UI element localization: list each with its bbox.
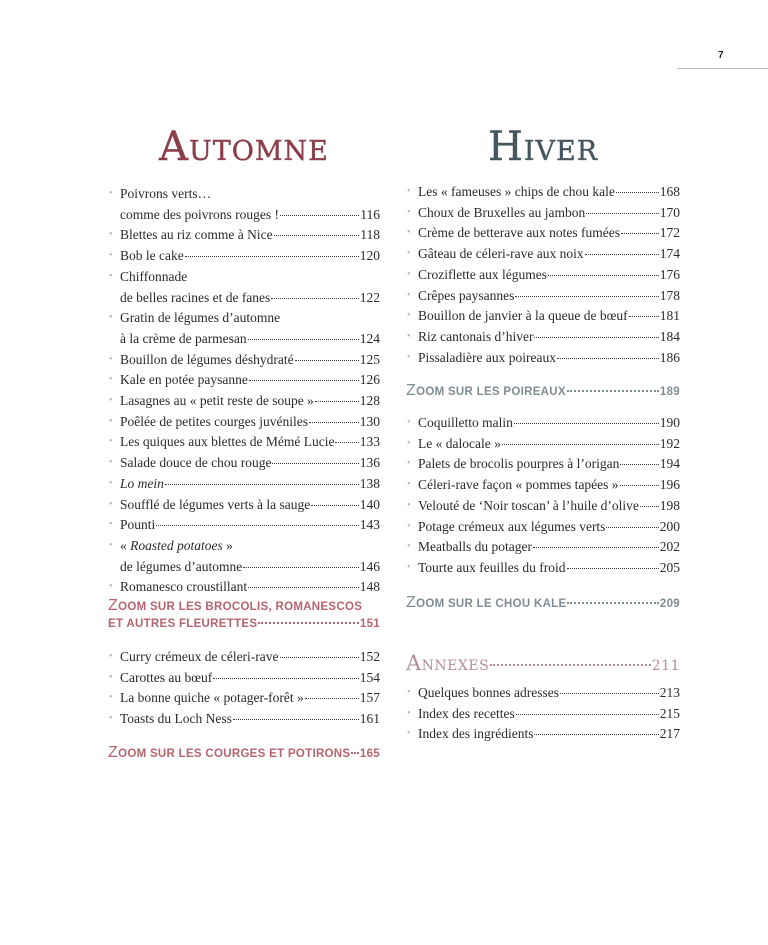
toc-entry[interactable]: • Carottes au bœuf 154 — [108, 668, 380, 689]
toc-entry[interactable]: • Bouillon de légumes déshydraté 125 — [108, 350, 380, 371]
toc-entry[interactable]: • Gâteau de céleri-rave aux noix 174 — [406, 244, 680, 265]
toc-entry[interactable]: • Bob le cake 120 — [108, 246, 380, 267]
zoom-brocolis-heading[interactable]: ZOOM SUR LES BROCOLIS, ROMANESCOS ET AUTRES FLEURETTES 151 — [108, 597, 380, 630]
toc-entry[interactable]: • Potage crémeux aux légumes verts 200 — [406, 517, 680, 538]
toc-entry[interactable]: • Index des recettes 215 — [406, 704, 680, 725]
winter-recipe-list — [406, 182, 680, 368]
toc-entry[interactable]: • Céleri-rave façon « pommes tapées » 196 — [406, 475, 680, 496]
toc-entry[interactable]: • Blettes au riz comme à Nice 118 — [108, 225, 380, 246]
toc-entry[interactable]: • Salade douce de chou rouge 136 — [108, 453, 380, 474]
autumn-recipe-list-2 — [108, 647, 380, 730]
toc-entry[interactable]: • Riz cantonais d’hiver 184 — [406, 327, 680, 348]
toc-entry[interactable]: • Palets de brocolis pourpres à l’origan 194 — [406, 454, 680, 475]
toc-entry[interactable]: • Romanesco croustillant 148 — [108, 577, 380, 598]
autumn-recipe-list — [108, 184, 380, 598]
toc-entry[interactable]: • Les quiques aux blettes de Mémé Lucie 133 — [108, 432, 380, 453]
toc-entry[interactable]: • Pissaladière aux poireaux 186 — [406, 348, 680, 369]
toc-entry[interactable]: • Le « dalocale » 192 — [406, 434, 680, 455]
toc-entry[interactable]: • Coquilletto malin 190 — [406, 413, 680, 434]
toc-entry[interactable]: • Velouté de ‘Noir toscan’ à l’huile d’olive 198 — [406, 496, 680, 517]
toc-entry[interactable]: • Kale en potée paysanne 126 — [108, 370, 380, 391]
zoom-chou-kale-heading[interactable]: ZOOM SUR LE CHOU KALE 209 — [406, 594, 680, 611]
toc-entry[interactable]: • La bonne quiche « potager-forêt » 157 — [108, 688, 380, 709]
winter-recipe-list-2 — [406, 413, 680, 579]
toc-entry[interactable]: • Index des ingrédients 217 — [406, 724, 680, 745]
toc-entry[interactable]: • « Roasted potatoes » de légumes d’automne 146 — [108, 536, 380, 577]
toc-entry[interactable]: • Lo mein 138 — [108, 474, 380, 495]
toc-entry[interactable]: • Curry crémeux de céleri-rave 152 — [108, 647, 380, 668]
toc-entry[interactable]: • Crème de betterave aux notes fumées 172 — [406, 223, 680, 244]
toc-entry[interactable]: • Pounti 143 — [108, 515, 380, 536]
toc-entry[interactable]: • Lasagnes au « petit reste de soupe » 128 — [108, 391, 380, 412]
toc-entry[interactable]: • Choux de Bruxelles au jambon 170 — [406, 203, 680, 224]
header-rule — [677, 68, 768, 69]
annexes-list — [406, 683, 680, 745]
page-number: 7 — [718, 50, 724, 61]
toc-entry[interactable]: • Soufflé de légumes verts à la sauge 140 — [108, 495, 380, 516]
winter-title: HIVER — [487, 124, 599, 170]
zoom-poireaux-heading[interactable]: ZOOM SUR LES POIREAUX 189 — [406, 382, 680, 399]
toc-entry[interactable]: • Meatballs du potager 202 — [406, 537, 680, 558]
toc-entry[interactable]: • Les « fameuses » chips de chou kale 168 — [406, 182, 680, 203]
toc-entry[interactable]: • Quelques bonnes adresses 213 — [406, 683, 680, 704]
toc-entry[interactable]: • Toasts du Loch Ness 161 — [108, 709, 380, 730]
annexes-heading[interactable]: ANNEXES 211 — [406, 651, 680, 675]
toc-entry[interactable]: • Crêpes paysannes 178 — [406, 286, 680, 307]
toc-entry[interactable]: • Poêlée de petites courges juvéniles 130 — [108, 412, 380, 433]
zoom-courges-heading[interactable]: ZOOM SUR LES COURGES ET POTIRONS 165 — [108, 744, 380, 761]
toc-entry[interactable]: • Tourte aux feuilles du froid 205 — [406, 558, 680, 579]
toc-entry[interactable]: • Chiffonnade de belles racines et de fanes 122 — [108, 267, 380, 308]
toc-entry[interactable]: • Bouillon de janvier à la queue de bœuf 181 — [406, 306, 680, 327]
autumn-title: AUTOMNE — [159, 124, 329, 170]
toc-entry[interactable]: • Croziflette aux légumes 176 — [406, 265, 680, 286]
toc-entry[interactable]: • Poivrons verts… comme des poivrons rouges ! 116 — [108, 184, 380, 225]
toc-entry[interactable]: • Gratin de légumes d’automne à la crème de parmesan 124 — [108, 308, 380, 349]
